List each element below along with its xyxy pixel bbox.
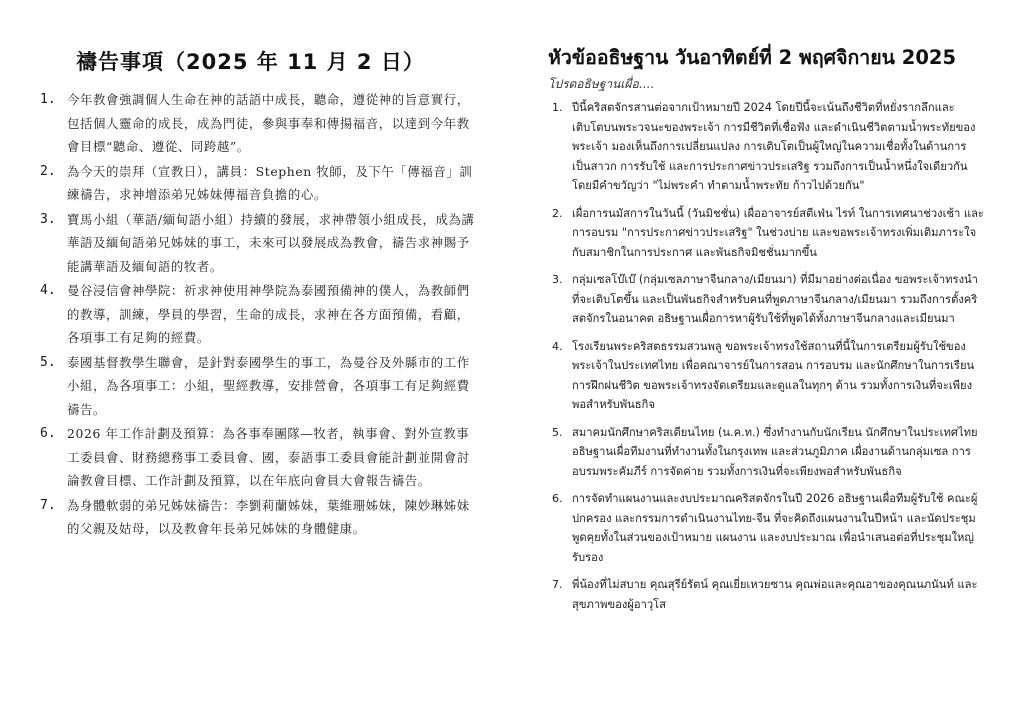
item-text: 今年教會強調個人生命在神的話語中成長，聽命，遵從神的旨意實行，包括個人靈命的成長，成為門徒，參與事奉和傳揚福音，以達到今年教會目標“聽命、遵從、同跨越”。 bbox=[67, 92, 470, 154]
chinese-prayer-item bbox=[40, 494, 480, 541]
chinese-title: 禱告事項（2025 年 11 月 2 日） bbox=[76, 50, 425, 74]
item-number: 2. bbox=[552, 206, 563, 220]
thai-prayer-item bbox=[548, 337, 984, 415]
item-text: 2026 年工作計劃及預算：為各事奉團隊—牧者，執事會、對外宣教事工委員會、財務總務事工委員會、國，泰語事工委員會能計劃並開會討論教會目標、工作計劃及預算，以在年底向會員大會報告禱告。 bbox=[67, 426, 470, 488]
item-number: 5. bbox=[552, 425, 563, 439]
item-number: 6. bbox=[40, 426, 56, 441]
item-text: สมาคมนักศึกษาคริสเตียนไทย (น.ค.ท.) ซึ่งทำงานกับนักเรียน นักศึกษาในประเทศไทย อธิษฐานเผื่อทีมงานที่ทำงานทั้งในกรุงเทพ และส่วนภูมิภาค เผื่องานด้านกลุ่มเซล การอบรมพระคัมภีร์ การจัดค่าย รวมทั้งการเงินที่จะเพียงพอสำหรับพันธกิจ bbox=[572, 425, 978, 478]
item-text: โรงเรียนพระคริสตธรรมสวนพลู ขอพระเจ้าทรงใช้สถานที่นี้ในการเตรียมผู้รับใช้ของพระเจ้าในประเทศไทย เพื่อคณาจารย์ในการสอน การอบรม และนักศึกษาในการเรียน การฝึกฝนชีวิต ขอพระเจ้าทรงจัดเตรียมและดูแลในทุกๆ ด้าน รวมทั้งการเงินที่จะเพียงพอสำหรับพันธกิจ bbox=[572, 339, 975, 411]
item-number: 3. bbox=[552, 273, 563, 286]
item-number: 3. bbox=[40, 211, 56, 227]
chinese-prayer-item bbox=[40, 351, 480, 422]
item-text: ปีนี้คริสตจักรสานต่อจากเป้าหมายปี 2024 โดยปีนี้จะเน้นถึงชีวิตที่หยั่งรากลึกและเติบโตบนพระวจนะของพระเจ้า การมีชีวิตที่เชื่อฟัง และดำเนินชีวิตตามน้ำพระทัยของพระเจ้า มองเห็นถึงการเปลี่ยนแปลง การเติบโตเป็นผู้ใหญ่ในความเชื่อทั้งในด้านการเป็นสาวก การรับใช้ และการประกาศข่าวประเสริฐ รวมถึงการเป็นน้ำหนึ่งใจเดียวกัน โดยมีคำขวัญว่า "ไม่พระคำ ทำตามน้ำพระทัย ก้าวไปด้วยกัน" bbox=[572, 101, 976, 192]
item-number: 1. bbox=[40, 92, 56, 107]
thai-prayer-item bbox=[548, 98, 984, 196]
thai-prayer-item bbox=[548, 270, 984, 329]
thai-prayer-item bbox=[548, 489, 984, 567]
item-text: 為身體軟弱的弟兄姊妹禱告：李劉莉蘭姊妹，葉維珊姊妹，陳妙琳姊妹的父親及姑母，以及教會年長弟兄姊妹的身體健康。 bbox=[67, 497, 470, 536]
item-text: 為今天的崇拜（宣教日），講員：Stephen 牧師，及下午「傳福音」訓練禱告，求神增添弟兄姊妹傳福音負擔的心。 bbox=[67, 163, 473, 202]
item-text: 泰國基督教學生聯會，是針對泰國學生的事工，為曼谷及外縣市的工作小組，為各項事工：小組，聖經教導，安排營會，各項事工有足夠經費禱告。 bbox=[67, 354, 470, 417]
chinese-prayer-item bbox=[40, 208, 480, 279]
item-number: 4. bbox=[40, 283, 56, 298]
item-text: 寶馬小組（華語/緬甸語小組）持續的發展，求神帶領小組成長，成為講華語及緬甸語弟兄姊妹的事工，未來可以發展成為教會，禱告求神賜予能講華語及緬甸語的牧者。 bbox=[67, 211, 475, 274]
item-number: 2. bbox=[40, 163, 56, 179]
thai-prayer-item bbox=[548, 204, 984, 263]
item-text: 曼谷浸信會神學院：祈求神使用神學院為泰國預備神的僕人，為教師們的教導，訓練，學員的學習，生命的成長，求神在各方面預備，看顧，各項事工有足夠的經費。 bbox=[67, 283, 470, 345]
chinese-prayer-item bbox=[40, 160, 480, 207]
thai-prayer-item bbox=[548, 575, 984, 614]
item-number: 7. bbox=[552, 578, 563, 591]
item-number: 6. bbox=[552, 492, 563, 505]
chinese-prayer-item bbox=[40, 279, 480, 350]
chinese-prayer-item bbox=[40, 422, 480, 493]
thai-title: หัวข้ออธิษฐาน วันอาทิตย์ที่ 2 พฤศจิกายน 2025 bbox=[548, 46, 957, 69]
item-number: 1. bbox=[552, 101, 563, 114]
item-number: 5. bbox=[40, 354, 56, 370]
item-text: การจัดทำแผนงานและงบประมาณคริสตจักรในปี 2026 อธิษฐานเผื่อทีมผู้รับใช้ คณะผู้ปกครอง และกรรมการดำเนินงานไทย-จีน ที่จะคิดถึงแผนงานในปีหน้า และนัดประชุมพูดคุยทั้งในส่วนของเป้าหมาย แผนงาน และงบประมาณ เพื่อนำเสนอต่อที่ประชุมใหญ่รับรอง bbox=[572, 492, 978, 564]
chinese-prayer-item bbox=[40, 88, 480, 159]
item-number: 7. bbox=[40, 497, 56, 513]
thai-prayer-list bbox=[548, 98, 984, 614]
item-text: กลุ่มเซลโบ๊เบ๊ (กลุ่มเซลภาษาจีนกลาง/เมียนมา) ที่มีมาอย่างต่อเนื่อง ขอพระเจ้าทรงนำที่จะเติบโตขึ้น และเป็นพันธกิจสำหรับคนที่พูดภาษาจีนกลาง/เมียนมา รวมถึงการตั้งคริสตจักรในอนาคต อธิษฐานเผื่อการหาผู้รับใช้ที่พูดได้ทั้งภาษาจีนกลางและเมียนมา bbox=[572, 273, 978, 325]
item-text: พี่น้องที่ไม่สบาย คุณสุรีย์รัตน์ คุณเยี่ยเหวยซาน คุณพ่อและคุณอาของคุณนภนันท์ และสุขภาพของผู้อาวุโส bbox=[572, 578, 978, 611]
item-number: 4. bbox=[552, 339, 563, 353]
chinese-prayer-list bbox=[40, 88, 480, 542]
thai-prayer-item bbox=[548, 423, 984, 482]
item-text: เผื่อการนมัสการในวันนี้ (วันมิชชั่น) เผื่ออาจารย์สตีเฟ่น ไรท์ ในการเทศนาช่วงเช้า และการอบรม "การประกาศข่าวประเสริฐ" ในช่วงบ่าย และขอพระเจ้าทรงเพิ่มเติมภาระใจกับสมาชิกในการประกาศ และพันธกิจมิชชั่นมากขึ้น bbox=[572, 206, 984, 259]
thai-subtitle: โปรดอธิษฐานเผื่อ.... bbox=[548, 77, 654, 91]
